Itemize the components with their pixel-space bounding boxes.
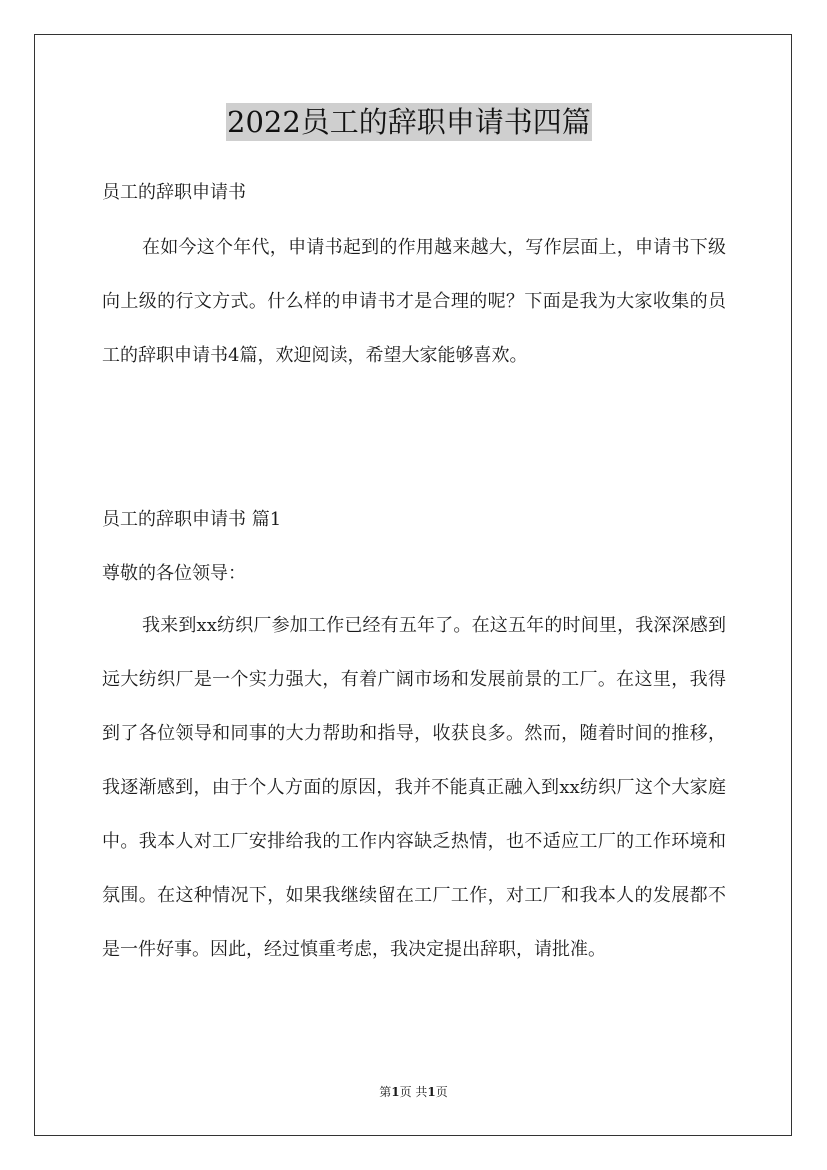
body-paragraph: 我来到xx纺织厂参加工作已经有五年了。在这五年的时间里，我深深感到远大纺织厂是一个实力强大，有着广阔市场和发展前景的工厂。在这里，我得到了各位领导和同事的大力帮助和指导，收获良多。然而，随着时间的推移，我逐渐感到，由于个人方面的原因，我并不能真正融入到xx纺织厂这个大家庭中。我本人对工厂安排给我的工作内容缺乏热情，也不适应工厂的工作环境和氛围。在这种情况下，如果我继续留在工厂工作，对工厂和我本人的发展都不是一件好事。因此，经过慎重考虑，我决定提出辞职，请批准。 xyxy=(102,615,726,960)
section-heading: 员工的辞职申请书 xyxy=(102,182,246,203)
article-heading: 员工的辞职申请书 篇1 xyxy=(102,509,282,530)
page-suffix: 页 xyxy=(435,1085,448,1099)
total-page-number: 1 xyxy=(427,1085,436,1099)
salutation: 尊敬的各位领导： xyxy=(102,563,246,584)
intro-paragraph: 在如今这个年代，申请书起到的作用越来越大，写作层面上，申请书下级向上级的行文方式。什么样的申请书才是合理的呢？下面是我为大家收集的员工的辞职申请书4篇，欢迎阅读，希望大家能够喜欢。 xyxy=(102,237,726,366)
document-title: 2022员工的辞职申请书四篇 xyxy=(227,105,591,139)
current-page-number: 1 xyxy=(391,1085,400,1099)
page-mid: 页 共 xyxy=(399,1085,428,1099)
page-prefix: 第 xyxy=(379,1085,392,1099)
page-footer xyxy=(0,1084,827,1100)
